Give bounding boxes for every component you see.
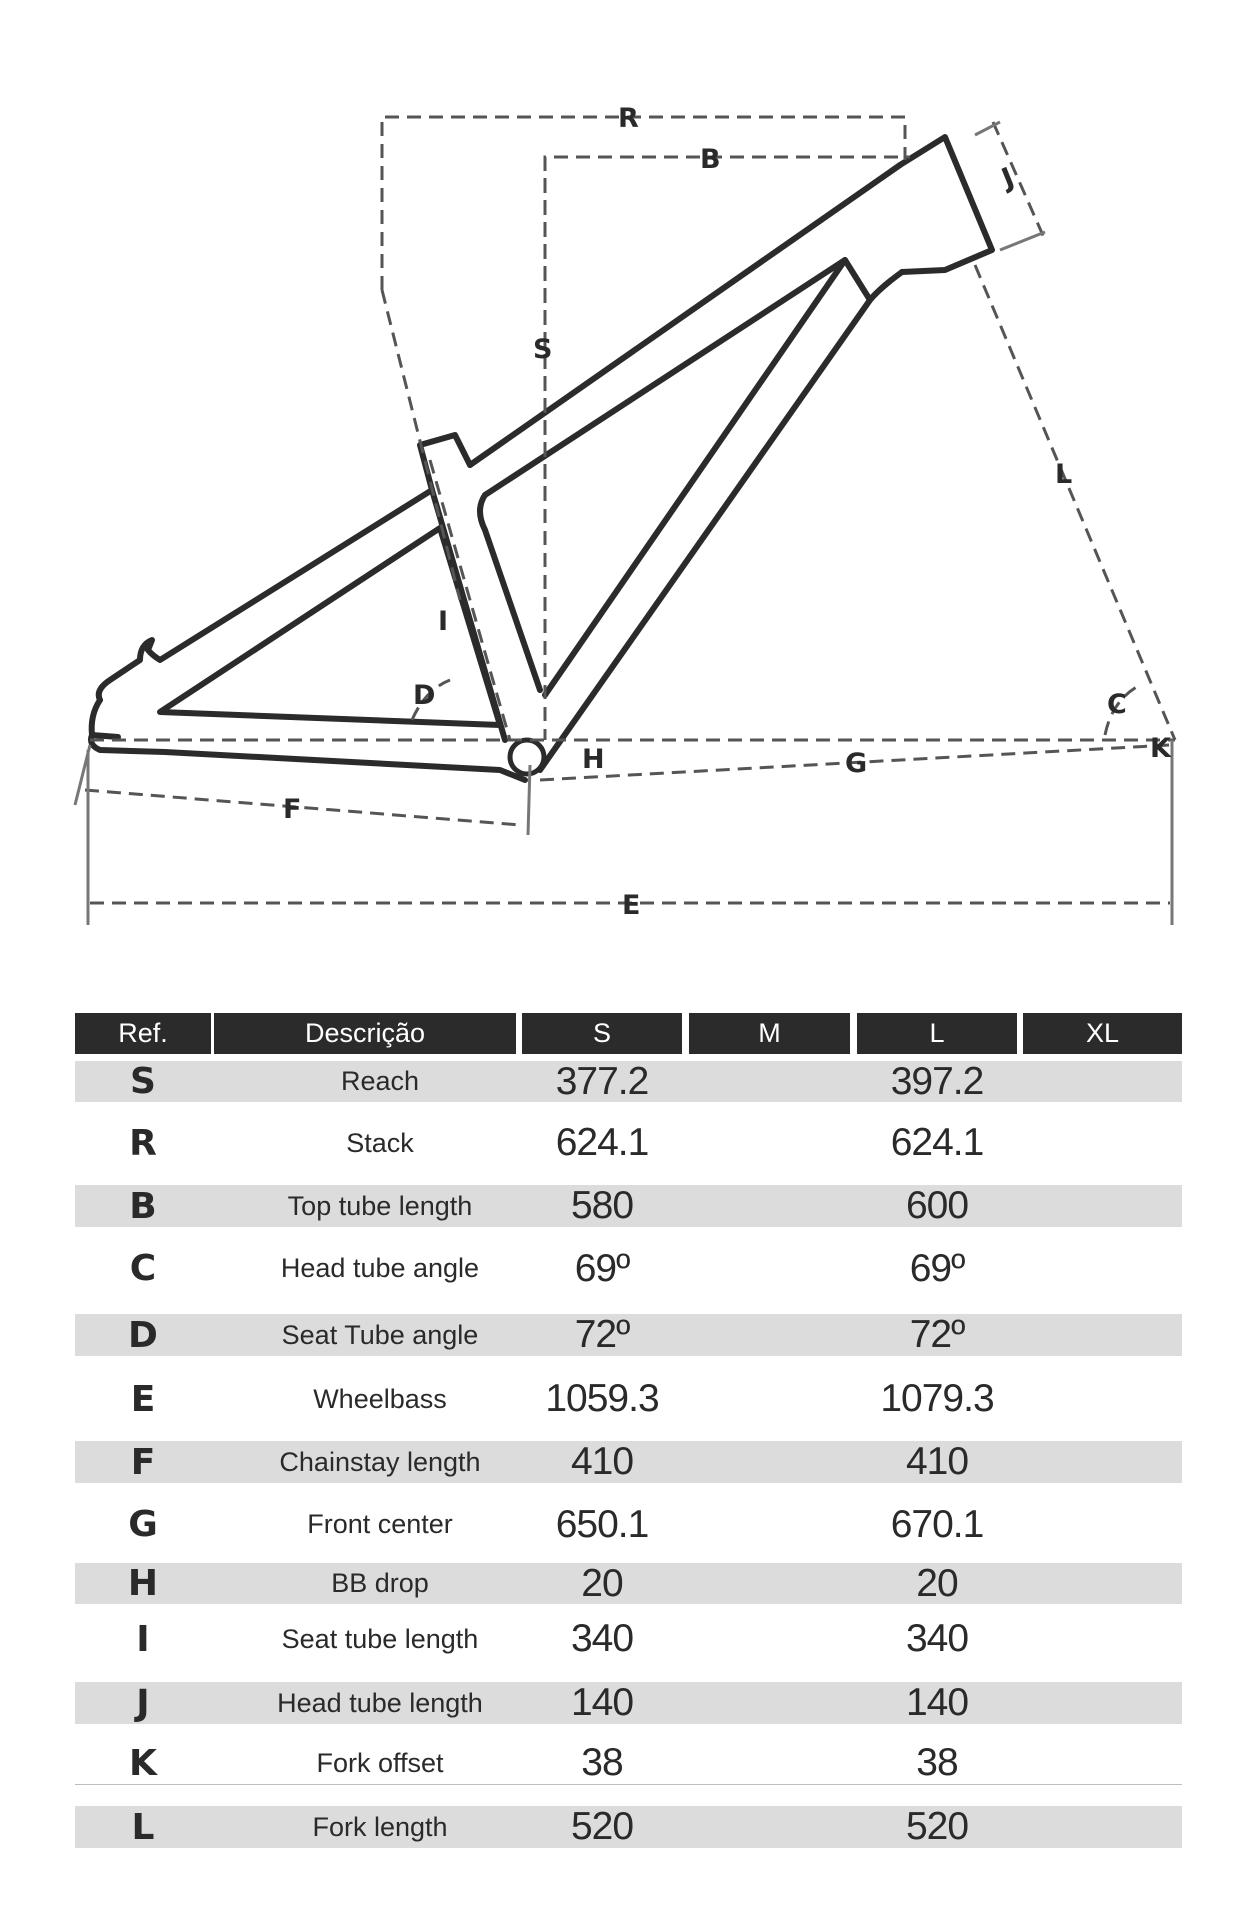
header-description: Descrição	[214, 1013, 516, 1054]
geometry-table	[75, 1013, 1182, 1848]
dim-label-j: J	[997, 162, 1019, 195]
row-ref: G	[128, 1504, 158, 1545]
row-ref: D	[128, 1314, 158, 1356]
row-description: Head tube length	[277, 1687, 483, 1718]
row-value-s: 140	[570, 1681, 634, 1724]
row-value-m	[689, 1241, 850, 1296]
dim-line-rear-fork	[382, 290, 460, 600]
row-value-xl	[1023, 1241, 1182, 1296]
dim-label-d: D	[413, 680, 436, 711]
table-row	[75, 1241, 1182, 1296]
dim-label-k: K	[1150, 733, 1171, 764]
row-description: Head tube angle	[280, 1253, 480, 1283]
table-header	[75, 1013, 1182, 1054]
row-description: Top tube length	[287, 1190, 473, 1221]
row-value-xl	[1023, 1371, 1182, 1427]
seat-tube-inner	[480, 495, 540, 690]
row-value-l: 670.1	[890, 1502, 984, 1546]
row-value-s: 340	[570, 1617, 634, 1660]
row-value-m	[689, 1314, 850, 1356]
head-tube	[900, 137, 992, 272]
dim-label-g: G	[845, 748, 868, 779]
row-value-m	[689, 1185, 850, 1227]
row-value-m	[689, 1118, 850, 1168]
row-value-l: 38	[916, 1741, 958, 1784]
dim-label-h: H	[582, 744, 605, 775]
row-value-xl	[1023, 1682, 1182, 1724]
dim-label-b: B	[700, 144, 721, 175]
rear-dropout	[92, 700, 118, 737]
table-row	[75, 1682, 1182, 1724]
row-value-s: 69º	[574, 1246, 630, 1290]
row-value-xl	[1023, 1806, 1182, 1848]
row-value-xl	[1023, 1314, 1182, 1356]
row-value-m	[689, 1613, 850, 1665]
row-ref: C	[129, 1248, 157, 1289]
dim-label-r: R	[618, 103, 639, 134]
frame-outline	[91, 137, 992, 780]
row-value-l: 520	[905, 1805, 969, 1848]
row-value-xl	[1023, 1441, 1182, 1483]
header-ref: Ref.	[75, 1013, 211, 1054]
row-value-xl	[1023, 1735, 1182, 1791]
dim-line-f	[85, 790, 520, 825]
row-ref: R	[129, 1122, 157, 1164]
row-ref: L	[131, 1806, 155, 1848]
bottom-bracket	[510, 740, 544, 774]
row-value-l: 20	[916, 1561, 958, 1605]
row-description: Stack	[346, 1127, 414, 1158]
dim-line-l	[975, 265, 1175, 740]
header-size-s: S	[522, 1013, 682, 1054]
row-value-s: 650.1	[555, 1502, 649, 1546]
table-divider	[75, 1784, 1182, 1785]
table-row	[75, 1371, 1182, 1427]
dim-line-b	[545, 157, 910, 500]
row-value-s: 520	[570, 1805, 634, 1848]
row-value-s: 38	[581, 1741, 623, 1784]
table-row	[75, 1185, 1182, 1227]
row-value-s: 580	[570, 1184, 634, 1227]
table-row	[75, 1118, 1182, 1168]
row-value-xl	[1023, 1613, 1182, 1665]
row-value-s: 20	[581, 1561, 623, 1605]
top-tube	[470, 165, 900, 465]
row-ref: E	[130, 1378, 156, 1420]
row-description: Fork offset	[316, 1747, 444, 1778]
row-value-l: 72º	[909, 1313, 965, 1356]
row-value-xl	[1023, 1497, 1182, 1552]
row-value-l: 69º	[909, 1246, 965, 1290]
table-row	[75, 1497, 1182, 1552]
row-value-l: 600	[905, 1184, 969, 1227]
row-ref: H	[127, 1563, 159, 1604]
dim-line-r	[382, 117, 905, 290]
row-ref: S	[130, 1061, 156, 1102]
seat-stay	[99, 490, 432, 700]
row-description: Chainstay length	[279, 1446, 481, 1477]
row-value-m	[689, 1061, 850, 1102]
row-value-s: 1059.3	[545, 1377, 659, 1420]
row-description: Front center	[307, 1509, 453, 1539]
row-value-l: 624.1	[890, 1121, 984, 1164]
row-value-m	[689, 1371, 850, 1427]
row-ref: F	[130, 1441, 156, 1483]
header-size-l: L	[857, 1013, 1017, 1054]
row-value-l: 397.2	[890, 1059, 984, 1103]
row-value-m	[689, 1806, 850, 1848]
row-value-l: 410	[905, 1440, 969, 1483]
top-tube-lower	[485, 260, 902, 495]
row-value-s: 410	[570, 1440, 634, 1483]
row-value-m	[689, 1682, 850, 1724]
row-value-m	[689, 1497, 850, 1552]
row-value-s: 377.2	[555, 1059, 649, 1103]
row-value-l: 340	[905, 1617, 969, 1660]
dim-line-j	[993, 122, 1045, 240]
row-ref: B	[129, 1185, 157, 1227]
down-tube-inner	[545, 260, 845, 695]
header-size-xl: XL	[1023, 1013, 1182, 1054]
row-description: Fork length	[312, 1811, 448, 1842]
table-row	[75, 1314, 1182, 1356]
table-row	[75, 1735, 1182, 1791]
row-value-xl	[1023, 1185, 1182, 1227]
row-description: Reach	[340, 1066, 420, 1096]
table-row	[75, 1061, 1182, 1102]
dim-label-i: I	[438, 606, 449, 637]
row-value-s: 72º	[574, 1313, 630, 1356]
chain-stay	[91, 735, 525, 780]
row-value-m	[689, 1441, 850, 1483]
row-value-m	[689, 1735, 850, 1791]
row-description: Seat tube length	[281, 1623, 479, 1654]
dim-line-i	[430, 460, 510, 740]
dimension-extent-lines	[75, 122, 1172, 925]
row-description: Seat Tube angle	[281, 1319, 479, 1350]
table-row	[75, 1806, 1182, 1848]
row-description: Wheelbass	[313, 1383, 447, 1414]
row-value-xl	[1023, 1118, 1182, 1168]
table-row	[75, 1441, 1182, 1483]
row-value-m	[689, 1563, 850, 1604]
header-size-m: M	[689, 1013, 850, 1054]
row-value-xl	[1023, 1563, 1182, 1604]
row-value-s: 624.1	[555, 1121, 649, 1164]
dimension-lines	[85, 117, 1175, 903]
row-ref: I	[136, 1618, 150, 1660]
dim-label-f: F	[283, 794, 302, 825]
dim-label-l: L	[1055, 459, 1073, 490]
row-ref: J	[136, 1682, 150, 1724]
row-value-l: 1079.3	[880, 1377, 994, 1420]
row-value-xl	[1023, 1061, 1182, 1102]
row-description: BB drop	[331, 1568, 429, 1598]
dim-label-e: E	[622, 890, 641, 921]
dim-label-s: S	[533, 334, 553, 365]
table-row	[75, 1613, 1182, 1665]
table-row	[75, 1563, 1182, 1604]
row-value-l: 140	[905, 1681, 969, 1724]
down-tube	[540, 300, 870, 770]
dim-label-c: C	[1107, 689, 1127, 720]
row-ref: K	[129, 1742, 157, 1784]
